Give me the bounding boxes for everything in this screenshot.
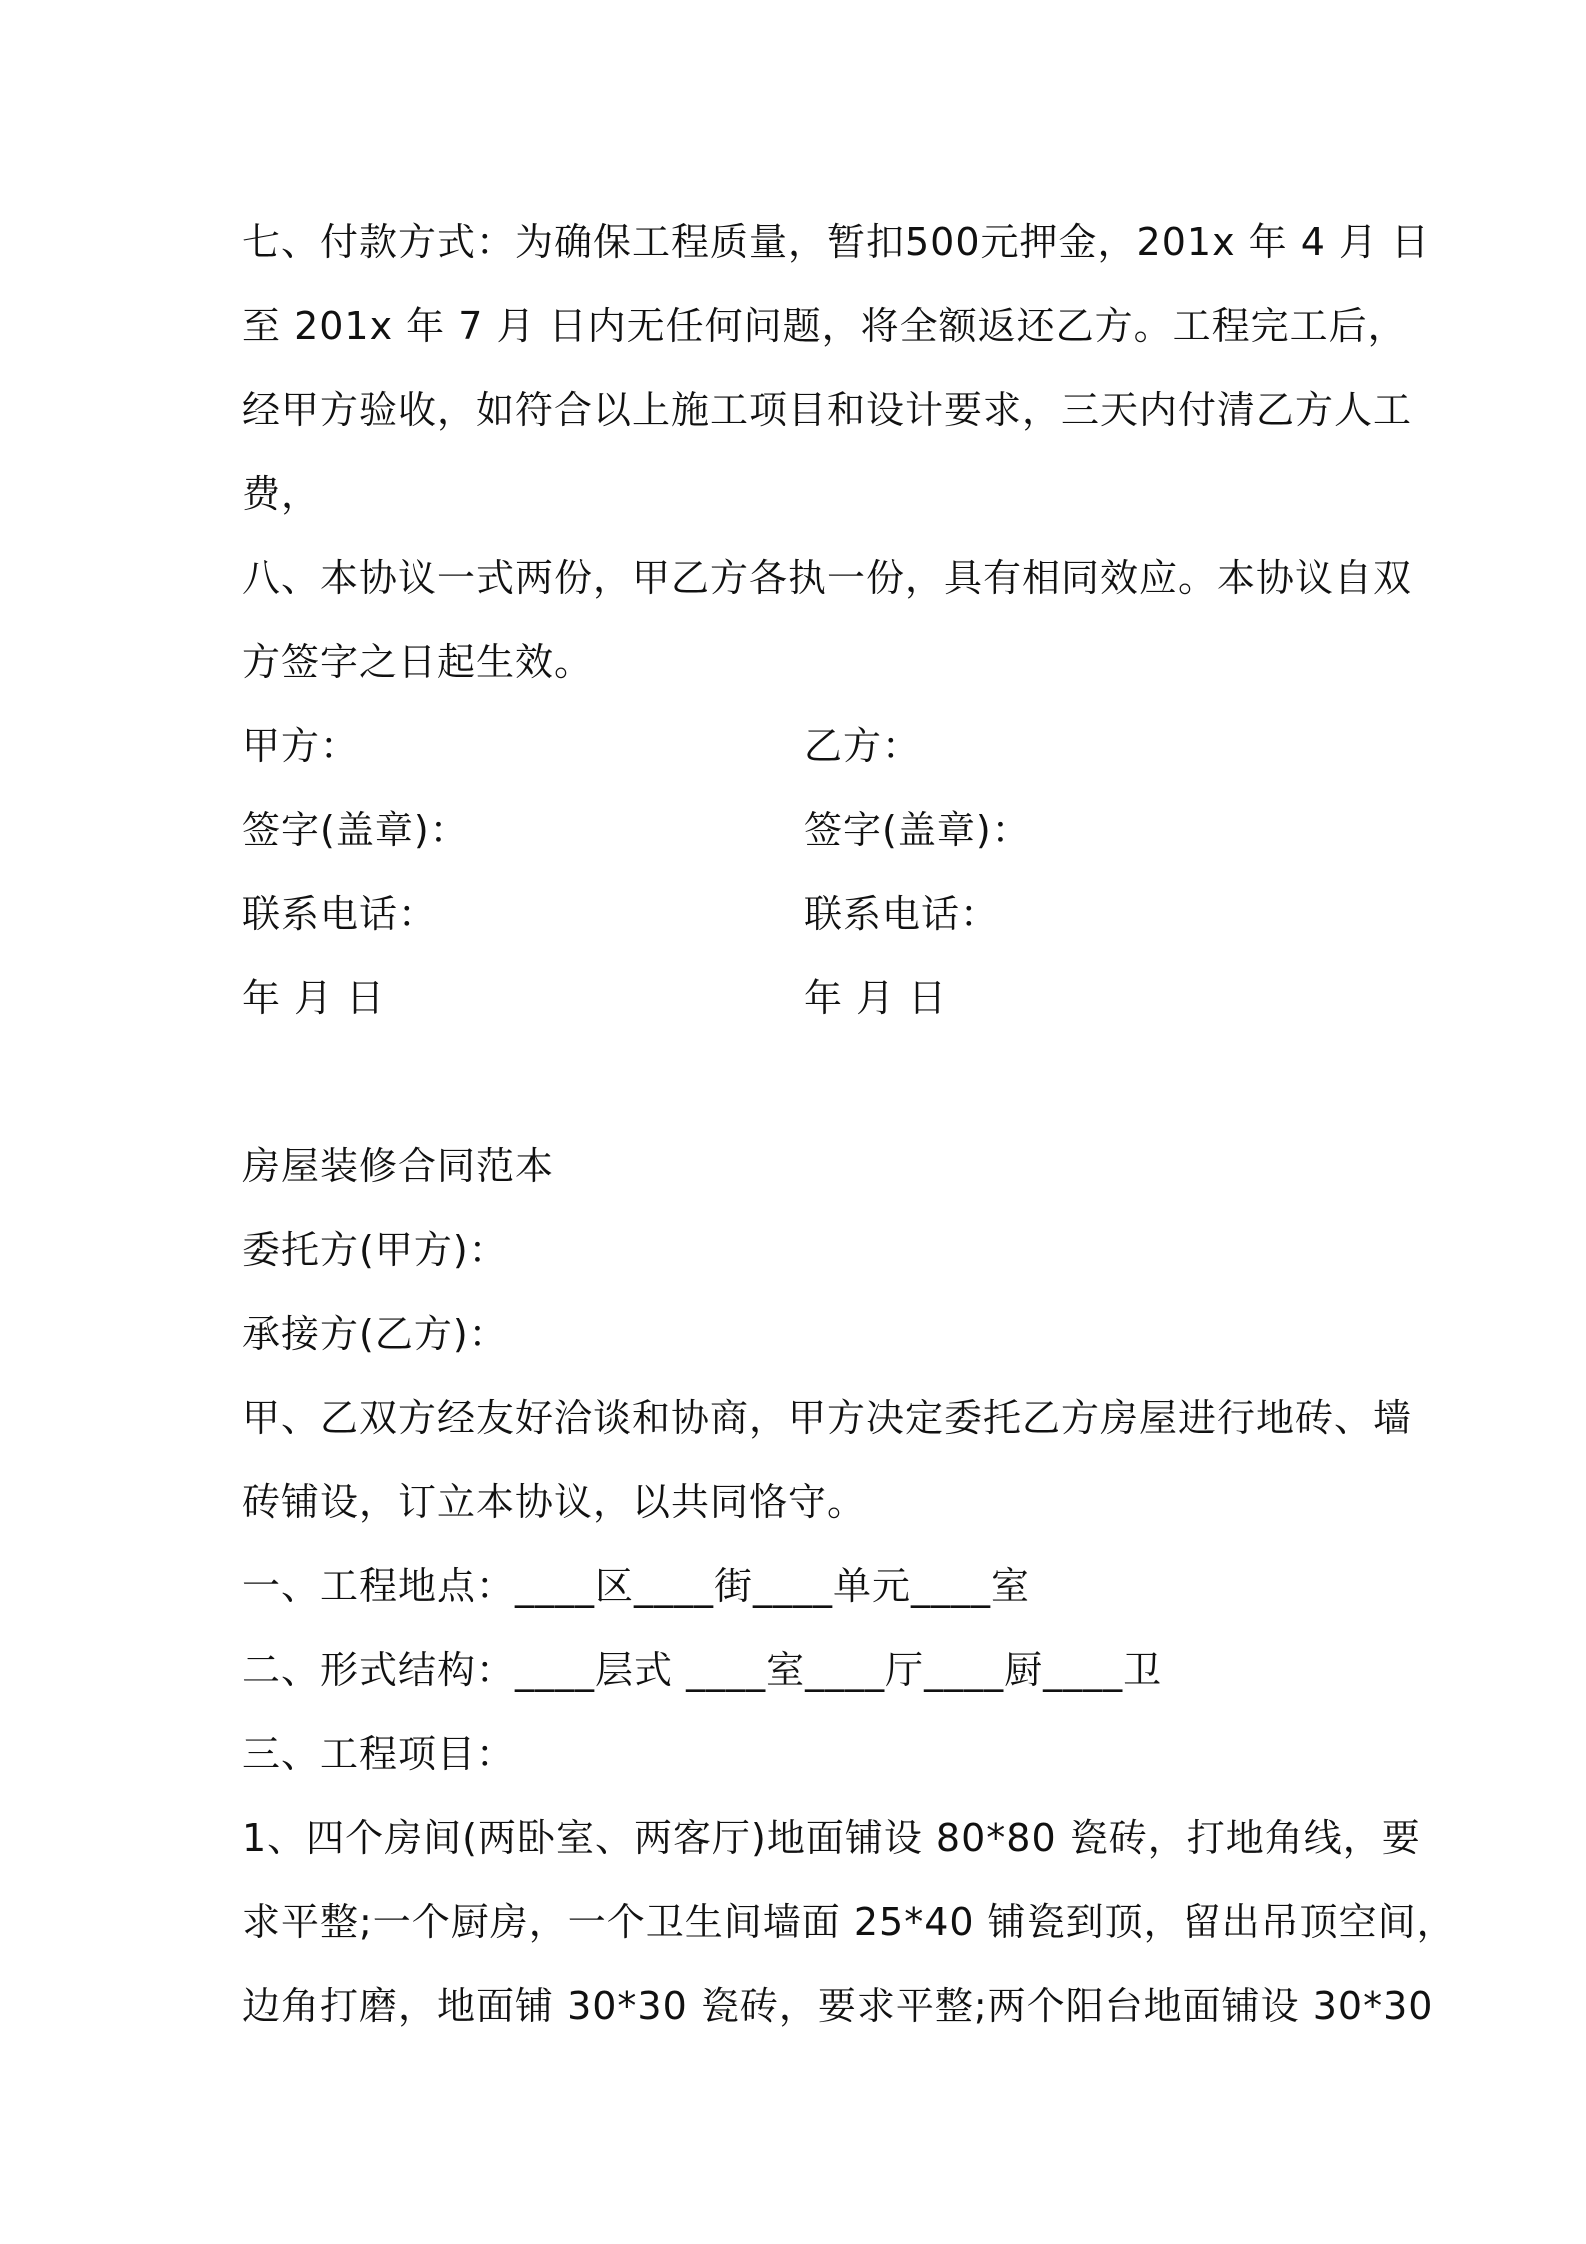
party-b-date-label: 年 月 日: [804, 976, 948, 1020]
paragraph-line: 八、本协议一式两份，甲乙方各执一份，具有相同效应。本协议自双: [242, 556, 1413, 600]
party-a-label: 甲方：: [242, 724, 360, 768]
paragraph-line: 方签字之日起生效。: [242, 640, 594, 684]
party-a-seal-label: 签字(盖章)：: [242, 808, 469, 852]
signature-row-seal: [242, 788, 1362, 872]
signature-row-date: [242, 956, 1362, 1040]
party-b-seal-label: 签字(盖章)：: [804, 808, 1031, 852]
document-content: [242, 200, 1456, 2048]
paragraph-line: 求平整;一个厨房，一个卫生间墙面 25*40 铺瓷到顶，留出吊顶空间，: [242, 1900, 1456, 1944]
document-title: 房屋装修合同范本: [242, 1144, 555, 1188]
paragraph-line: 二、形式结构：____层式 ____室____厅____厨____卫: [242, 1648, 1163, 1692]
paragraph-line: 承接方(乙方)：: [242, 1312, 508, 1356]
spacer: [242, 1040, 1362, 1124]
paragraph-line: 砖铺设，订立本协议，以共同恪守。: [242, 1480, 867, 1524]
paragraph-line: 一、工程地点：____区____街____单元____室: [242, 1564, 1031, 1608]
paragraph-line: 三、工程项目：: [242, 1732, 516, 1776]
paragraph-line: 费，: [242, 472, 321, 516]
paragraph-line: 甲、乙双方经友好洽谈和协商，甲方决定委托乙方房屋进行地砖、墙: [242, 1396, 1413, 1440]
party-b-phone-label: 联系电话：: [804, 892, 1000, 936]
party-a-phone-label: 联系电话：: [242, 892, 438, 936]
paragraph-line: 经甲方验收，如符合以上施工项目和设计要求，三天内付清乙方人工: [242, 388, 1413, 432]
paragraph-line: 委托方(甲方)：: [242, 1228, 508, 1272]
signature-row-phone: [242, 872, 1362, 956]
paragraph-line: 至 201x 年 7 月 日内无任何问题，将全额返还乙方。工程完工后，: [242, 304, 1407, 348]
party-b-label: 乙方：: [804, 724, 922, 768]
paragraph-line: 1、四个房间(两卧室、两客厅)地面铺设 80*80 瓷砖，打地角线，要: [242, 1816, 1421, 1860]
paragraph-line: 七、付款方式：为确保工程质量，暂扣500元押金，201x 年 4 月 日: [242, 220, 1431, 264]
party-a-date-label: 年 月 日: [242, 976, 386, 1020]
signature-row-party: [242, 704, 1362, 788]
paragraph-line: 边角打磨，地面铺 30*30 瓷砖，要求平整;两个阳台地面铺设 30*30: [242, 1984, 1434, 2028]
